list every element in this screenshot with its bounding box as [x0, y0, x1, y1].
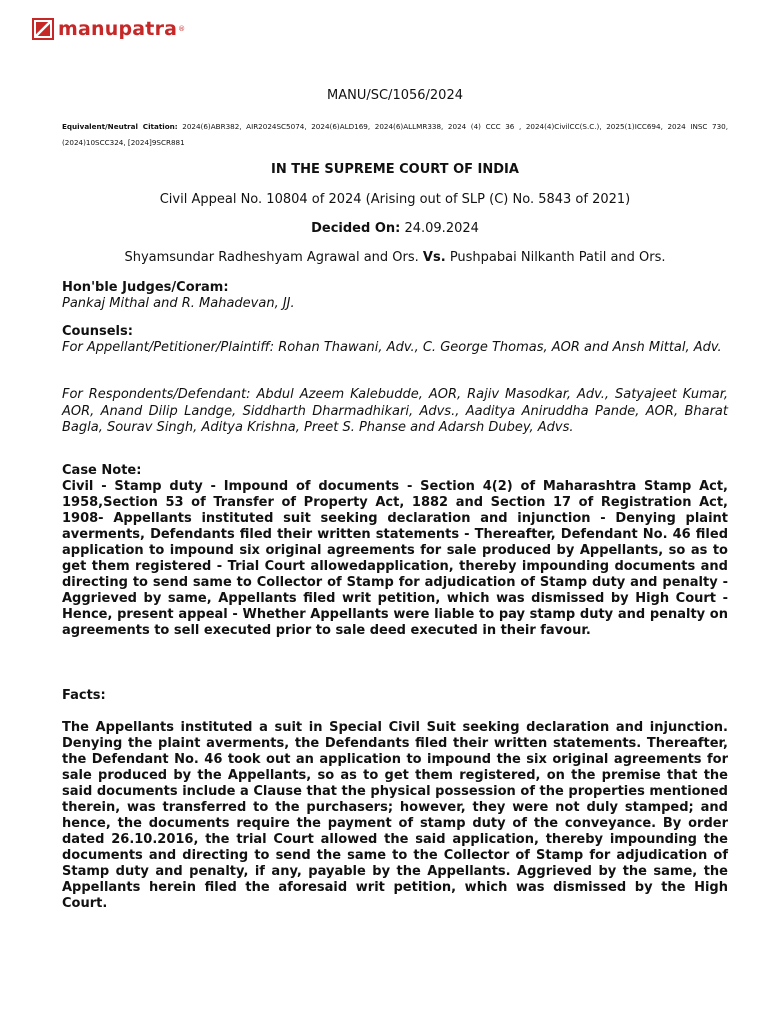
judges-section — [62, 280, 728, 312]
judges-label: Hon'ble Judges/Coram: — [62, 280, 229, 295]
facts-label: Facts: — [62, 688, 106, 703]
case-note-text: Civil - Stamp duty - Impound of documents - Section 4(2) of Maharashtra Stamp Act, 1958,Section 53 of Transfer of Property Act, 1882 and Section 17 of Registration Act, 1908- Appellants instituted suit seeking declaration and injunction - Denying plaint averments, Defendants filed their written statements - Thereafter, Defendant No. 46 filed application to impound six original agreements for sale produced by Appellants, so as to get them registered - Trial Court allowedapplication, thereby impounding documents and directing to send same to Collector of Stamp for adjudication of Stamp duty and penalty - Aggrieved by same, Appellants filed writ petition, which was dismissed by High Court - Hence, present appeal - Whether Appellants were liable to pay stamp duty and penalty on agreements to sell executed prior to sale deed executed in their favour. — [62, 479, 728, 638]
judges-names: Pankaj Mithal and R. Mahadevan, JJ. — [62, 296, 295, 311]
court-name: IN THE SUPREME COURT OF INDIA — [271, 162, 519, 177]
counsels-label: Counsels: — [62, 324, 133, 339]
manupatra-logo — [32, 18, 185, 40]
case-note-label: Case Note: — [62, 463, 142, 478]
decided-label: Decided On: — [311, 221, 401, 236]
brand-name: manupatra — [58, 18, 178, 40]
citation-label: Equivalent/Neutral Citation: — [62, 122, 178, 131]
brand-reg: ® — [178, 25, 186, 33]
facts-text: The Appellants instituted a suit in Special Civil Suit seeking declaration and injunction. Denying the plaint averments, the Defendants filed their written statements. Thereafter, the Defendant No. 46 took out an application to impound the six original agreements for sale produced by the Appellants, so as to get them registered, on the premise that the said documents include a Clause that the physical possession of the properties mentioned therein, was transferred to the purchasers; however, they were not duly stamped; and hence, the documents require the payment of stamp duty of the conveyance. By order dated 26.10.2016, the trial Court allowed the said application, thereby impounding the documents and directing to send the same to the Collector of Stamp for adjudication of Stamp duty and penalty, if any, payable by the Appellants. Aggrieved by the same, the Appellants herein filed the aforesaid writ petition, which was dismissed by the High Court. — [62, 720, 728, 911]
versus: Vs. — [422, 250, 446, 265]
party-appellant: Shyamsundar Radheshyam Agrawal and Ors. — [124, 250, 419, 265]
counsels-section — [62, 324, 728, 356]
manu-citation: MANU/SC/1056/2024 — [327, 88, 463, 103]
party-respondent: Pushpabai Nilkanth Patil and Ors. — [449, 250, 666, 265]
counsel-appellant: For Appellant/Petitioner/Plaintiff: Rohan Thawani, Adv., C. George Thomas, AOR and Ansh Mittal, Adv. — [62, 340, 722, 355]
appeal-number: Civil Appeal No. 10804 of 2024 (Arising out of SLP (C) No. 5843 of 2021) — [159, 192, 631, 207]
parties — [62, 250, 728, 265]
counsel-respondent: For Respondents/Defendant: Abdul Azeem Kalebudde, AOR, Rajiv Masodkar, Adv., Satyajeet Kumar, AOR, Anand Dilip Landge, Siddharth Dharmadhikari, Advs., Aaditya Aniruddha Pande, AOR, Bharat Bagla, Sourav Singh, Aditya Krishna, Preet S. Phanse and Adarsh Dubey, Advs. — [62, 387, 728, 435]
case-note-section — [62, 463, 728, 639]
manupatra-logo-icon — [32, 18, 54, 40]
equivalent-citation — [62, 119, 728, 151]
citation-text: 2024(6)ABR382, AIR2024SC5074, 2024(6)ALD169, 2024(6)ALLMR338, 2024 (4) CCC 36 , 2024(4)CivilCC(S.C.), 2025(1)ICC694, 2024 INSC 730, (2024)10SCC324, [2024]9SCR881 — [62, 122, 728, 147]
decided-date: 24.09.2024 — [404, 221, 479, 236]
decided-on — [62, 221, 728, 236]
